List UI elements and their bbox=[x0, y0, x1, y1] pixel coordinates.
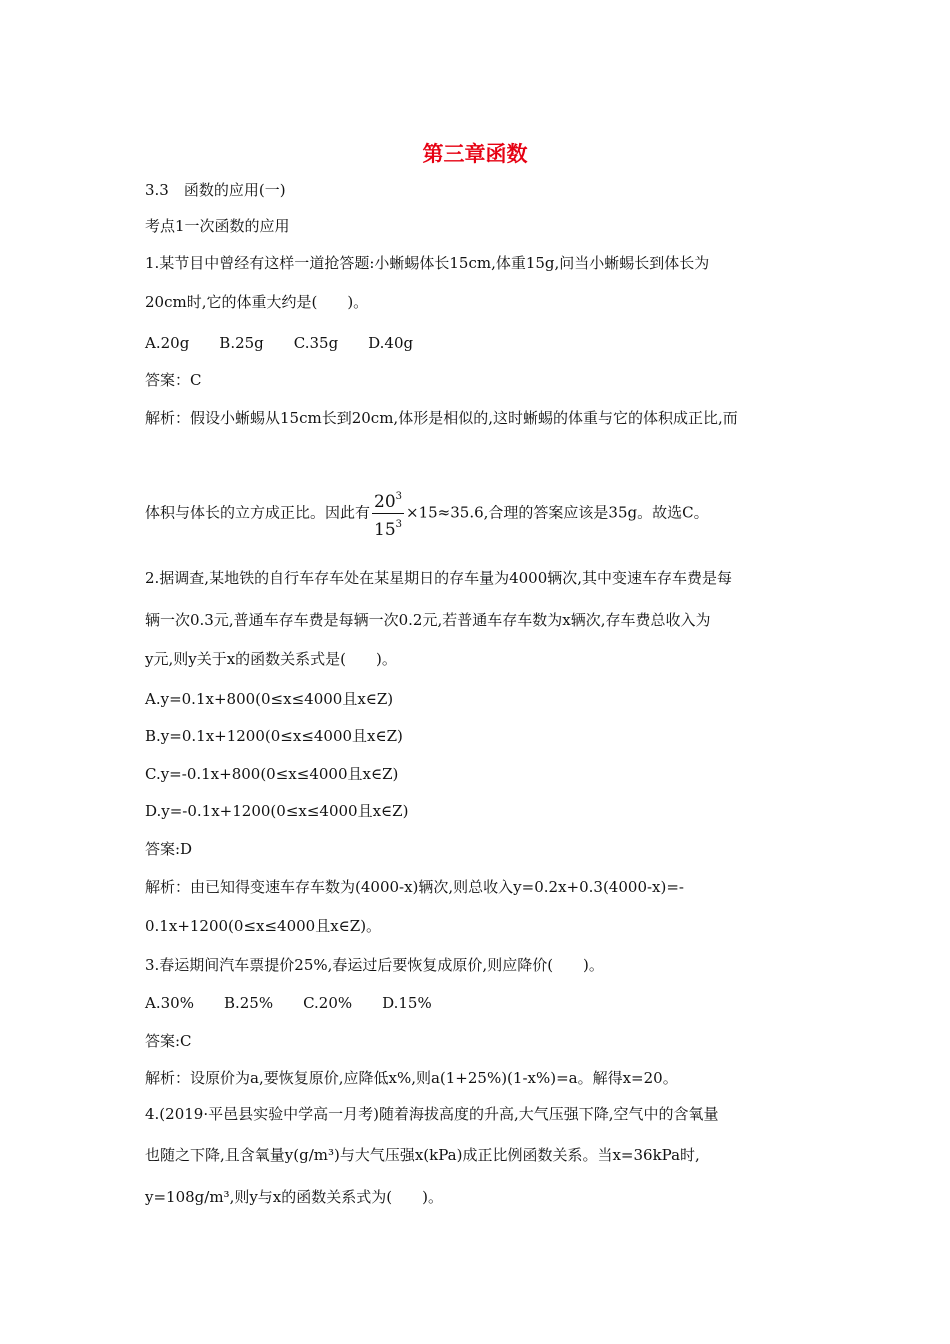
q1-answer: 答案：C bbox=[145, 371, 202, 389]
q2-stem-line-1: 2.据调查,某地铁的自行车存车处在某星期日的存车量为4000辆次,其中变速车存车费是每 bbox=[145, 569, 733, 587]
q3-analysis: 解析：设原价为a,要恢复原价,应降低x%,则a(1+25%)(1-x%)=a。解得x=20。 bbox=[145, 1069, 678, 1087]
q4-stem-line-3: y=108g/m³,则y与x的函数关系式为( )。 bbox=[145, 1188, 443, 1206]
q2-option-a: A.y=0.1x+800(0≤x≤4000且x∈Z) bbox=[145, 690, 394, 708]
q2-analysis-line-2: 0.1x+1200(0≤x≤4000且x∈Z)。 bbox=[145, 917, 382, 935]
q2-stem-line-3: y元,则y关于x的函数关系式是( )。 bbox=[145, 650, 397, 668]
ratio-fraction bbox=[372, 486, 404, 541]
fraction-numerator: $20^3$ bbox=[372, 486, 404, 514]
q3-options: A.30% B.25% C.20% D.15% bbox=[145, 994, 432, 1012]
q4-stem-line-2: 也随之下降,且含氧量y(g/m³)与大气压强x(kPa)成正比例函数关系。当x=36kPa时, bbox=[145, 1146, 700, 1164]
q2-option-c: C.y=-0.1x+800(0≤x≤4000且x∈Z) bbox=[145, 765, 399, 783]
fraction-denominator: $15^3$ bbox=[374, 519, 403, 540]
q1-stem-line-1: 1.某节目中曾经有这样一道抢答题:小蜥蜴体长15cm,体重15g,问当小蜥蜴长到体长为 bbox=[145, 254, 710, 272]
q1-stem-line-2: 20cm时,它的体重大约是( )。 bbox=[145, 293, 369, 311]
q4-stem-line-1: 4.(2019·平邑县实验中学高一月考)随着海拔高度的升高,大气压强下降,空气中的含氧量 bbox=[145, 1105, 719, 1123]
chapter-title: 第三章函数 bbox=[422, 142, 528, 166]
q2-stem-line-2: 辆一次0.3元,普通车存车费是每辆一次0.2元,若普通车存车数为x辆次,存车费总收入为 bbox=[145, 611, 711, 629]
q2-answer: 答案:D bbox=[145, 840, 193, 858]
q2-option-d: D.y=-0.1x+1200(0≤x≤4000且x∈Z) bbox=[145, 802, 409, 820]
q3-answer: 答案:C bbox=[145, 1032, 192, 1050]
q3-stem: 3.春运期间汽车票提价25%,春运过后要恢复成原价,则应降价( )。 bbox=[145, 956, 604, 974]
q2-analysis-line-1: 解析：由已知得变速车存车数为(4000-x)辆次,则总收入y=0.2x+0.3(4000-x)=- bbox=[145, 878, 684, 896]
q1-analysis-line-2 bbox=[145, 486, 709, 541]
section-heading: 3.3 函数的应用(一) bbox=[145, 181, 286, 199]
q2-option-b: B.y=0.1x+1200(0≤x≤4000且x∈Z) bbox=[145, 727, 403, 745]
q1-analysis-pre: 体积与体长的立方成正比。因此有 bbox=[145, 503, 371, 522]
q1-options: A.20g B.25g C.35g D.40g bbox=[145, 334, 414, 352]
q1-analysis-line-1: 解析：假设小蜥蜴从15cm长到20cm,体形是相似的,这时蜥蜴的体重与它的体积成正比,而 bbox=[145, 409, 738, 427]
q1-analysis-post: ×15≈35.6,合理的答案应该是35g。故选C。 bbox=[406, 503, 709, 522]
topic-heading: 考点1一次函数的应用 bbox=[145, 217, 290, 235]
